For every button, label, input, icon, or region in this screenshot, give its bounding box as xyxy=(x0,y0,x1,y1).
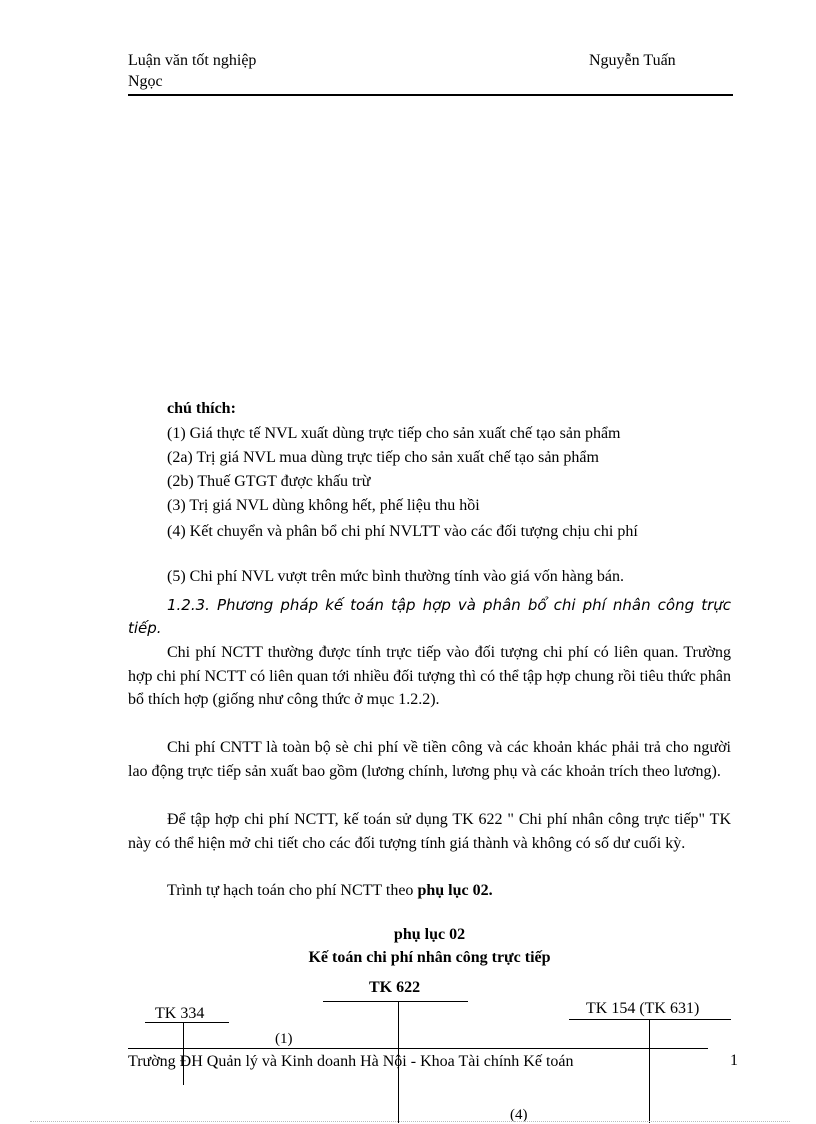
arrow-1-label: (1) xyxy=(275,1031,293,1047)
account-tk154-label: TK 154 (TK 631) xyxy=(586,1000,700,1017)
account-tk622-label: TK 622 xyxy=(369,979,421,996)
sequence-line: Trình tự hạch toán cho phí NCTT theo phụ lục 02. xyxy=(167,882,493,899)
header-rule xyxy=(128,94,733,96)
notes-title: chú thích: xyxy=(167,400,236,417)
account-tk622-rule xyxy=(323,1001,468,1002)
header-left-title: Luận văn tốt nghiệp xyxy=(128,52,257,69)
paragraph-2: Chi phí CNTT là toàn bộ sè chi phí về tiền công và các khoản khác phải trả cho người lao động trực tiếp sản xuất bao gồm (lương chính, lương phụ và các khoản trích theo lương). xyxy=(128,739,731,780)
note-item: (5) Chi phí NVL vượt trên mức bình thường tính vào giá vốn hàng bán. xyxy=(167,568,624,585)
section-heading: 1.2.3. Phương pháp kế toán tập hợp và phân bổ chi phí nhân công trực tiếp. xyxy=(128,596,731,637)
page-edge-dotted-line xyxy=(30,1121,790,1122)
account-tk154-rule xyxy=(569,1019,731,1020)
page-number: 1 xyxy=(730,1052,738,1069)
account-tk334-rule xyxy=(145,1022,229,1023)
note-item: (2b) Thuế GTGT được khấu trừ xyxy=(167,473,371,490)
header-author-continued: Ngọc xyxy=(128,73,163,90)
paragraph-3: Để tập hợp chi phí NCTT, kế toán sử dụng TK 622 " Chi phí nhân công trực tiếp" TK này có thể hiện mở chi tiết cho các đối tượng tính giá thành và không có số dư cuối kỳ. xyxy=(128,811,731,852)
account-tk154-stem xyxy=(649,1020,650,1123)
note-item: (1) Giá thực tế NVL xuất dùng trực tiếp cho sản xuất chế tạo sản phẩm xyxy=(167,425,621,442)
appendix-title: phụ lục 02 xyxy=(393,926,466,943)
note-item: (3) Trị giá NVL dùng không hết, phế liệu thu hồi xyxy=(167,497,480,514)
account-tk334-label: TK 334 xyxy=(155,1005,205,1022)
header-author: Nguyễn Tuấn xyxy=(589,52,676,69)
appendix-subtitle: Kế toán chi phí nhân công trực tiếp xyxy=(308,949,551,966)
note-item-wrapped: (4) Kết chuyển và phân bổ chi phí NVLTT vào các đối tượng chịu chi phí xyxy=(167,523,638,540)
note-item: (2a) Trị giá NVL mua dùng trực tiếp cho sản xuất chế tạo sản phẩm xyxy=(167,449,599,466)
footer-text: Trường ĐH Quản lý và Kinh doanh Hà Nội - Khoa Tài chính Kế toán xyxy=(128,1053,574,1070)
paragraph-1: Chi phí NCTT thường được tính trực tiếp vào đối tượng chi phí có liên quan. Trường hợp chi phí NCTT có liên quan tới nhiều đối tượng thì có thể tập hợp chung rồi tiêu thức phân bổ thích hợp (giống như công thức ở mục 1.2.2). xyxy=(128,644,731,709)
arrow-4-label: (4) xyxy=(510,1107,528,1123)
footer-rule xyxy=(128,1048,708,1049)
